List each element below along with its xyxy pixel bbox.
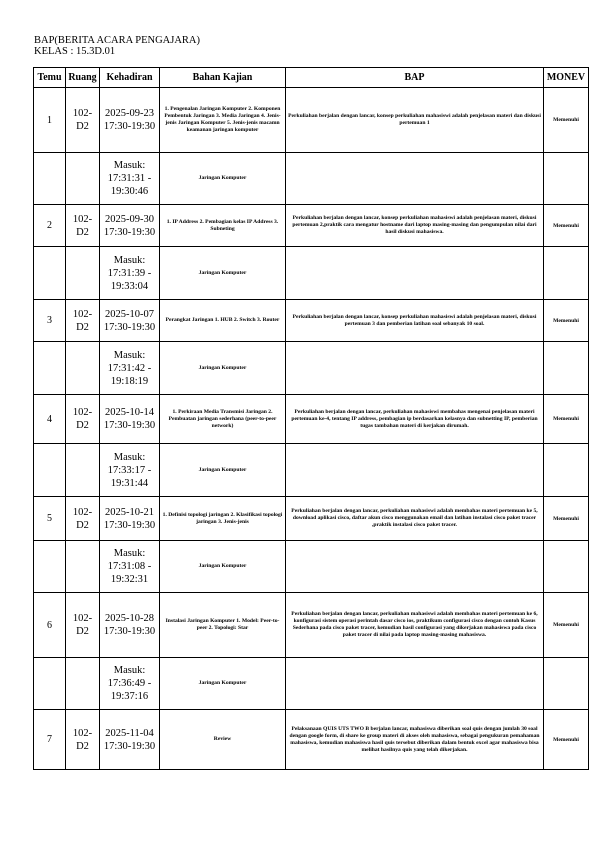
bap-cell: Perkuliahan berjalan dengan lancar, perkuliahan mahasiswi adalah membahas materi pertemuan ke 5, download aplikasi cisco, daftar akun cisco menggunakan email dan latihan instalasi cisco paket tracer ,praktik instalasi cisco paket tracer. [286, 497, 544, 541]
bahan-kajian-cell: 1. Pengenalan Jaringan Komputer 2. Komponen Pembentuk Jaringan 3. Media Jaringan 4. Jenis-jenis Jaringan Komputer 5. Jenis-jenis macamn keamanan jaringan komputer [160, 88, 286, 153]
column-header-bahan-kajian: Bahan Kajian [160, 68, 286, 88]
column-header-temu: Temu [34, 68, 66, 88]
masuk-cell: Masuk: 17:33:17 - 19:31:44 [100, 444, 160, 497]
column-header-kehadiran: Kehadiran [100, 68, 160, 88]
ruang-cell: 102-D2 [66, 710, 100, 770]
bap-cell: Perkuliahan berjalan dengan lancar, konsep perkuliahan mahasiswi adalah penjelasan materi dan diskusi pertemuan 1 [286, 88, 544, 153]
class-label: KELAS : 15.3D.01 [34, 46, 116, 57]
monev-cell: Memenuhi [544, 593, 589, 658]
masuk-bahan-cell: Jaringan Komputer [160, 541, 286, 593]
bap-cell: Perkuliahan berjalan dengan lancar, perkuliahan mahasiswi adalah membahas materi pertemuan ke 6, konfigurasi sistem operasi perintah dasar cisco ios, praktikum configurasi cisco dengan contoh Kasus Sederhana pada cisco paket tracer, kemudian hasil configurasi yang dikerjakan mahasiswa pada cisco paket tracer di nilai pada laptop masing-masing mahasiswa. [286, 593, 544, 658]
table-row [34, 710, 589, 770]
bahan-kajian-cell: Perangkat Jaringan 1. HUB 2. Switch 3. Router [160, 300, 286, 342]
kehadiran-cell [100, 88, 160, 153]
column-header-monev: MONEV [544, 68, 589, 88]
table-row [34, 300, 589, 342]
masuk-cell: Masuk: 17:31:42 - 19:18:19 [100, 342, 160, 395]
table-row [34, 593, 589, 658]
table-row [34, 497, 589, 541]
bahan-kajian-cell: 1. Perkiraan Media Transmisi Jaringan 2. Pembuatan jaringan sederhana (peer-to-peer network) [160, 395, 286, 444]
table-row [34, 88, 589, 153]
temu-cell: 3 [34, 300, 66, 342]
monev-cell: Memenuhi [544, 395, 589, 444]
ruang-cell: 102-D2 [66, 300, 100, 342]
masuk-bahan-cell: Jaringan Komputer [160, 342, 286, 395]
masuk-bahan-cell: Jaringan Komputer [160, 658, 286, 710]
table-row [34, 153, 589, 205]
bahan-kajian-cell: Instalasi Jaringan Komputer 1. Model: Peer-to-peer 2. Topologi: Star [160, 593, 286, 658]
monev-cell: Memenuhi [544, 497, 589, 541]
masuk-cell: Masuk: 17:31:08 - 19:32:31 [100, 541, 160, 593]
monev-cell: Memenuhi [544, 710, 589, 770]
kehadiran-cell: 2025-10-07 17:30-19:30 [100, 300, 160, 342]
document-title: BAP(BERITA ACARA PENGAJARA) [34, 35, 201, 46]
kehadiran-cell: 2025-11-04 17:30-19:30 [100, 710, 160, 770]
masuk-cell: Masuk: 17:36:49 - 19:37:16 [100, 658, 160, 710]
table-row [34, 444, 589, 497]
temu-cell: 4 [34, 395, 66, 444]
bap-cell: Perkuliahan berjalan dengan lancar, konsep perkuliahan mahasiswi adalah penjelasan materi, diskusi pertemuan 2,praktik cara mengatur hostname dari laptop masing-masing dan pengumpulan nilai dari hasil diskusi mahasiswa. [286, 205, 544, 247]
table-row [34, 541, 589, 593]
monev-cell: Memenuhi [544, 205, 589, 247]
temu-cell: 7 [34, 710, 66, 770]
table-row [34, 395, 589, 444]
kehadiran-cell: 2025-10-14 17:30-19:30 [100, 395, 160, 444]
monev-cell: Memenuhi [544, 300, 589, 342]
masuk-cell: Masuk: 17:31:31 - 19:30:46 [100, 153, 160, 205]
table-row [34, 658, 589, 710]
table-row [34, 205, 589, 247]
ruang-cell: 102-D2 [66, 205, 100, 247]
table-row [34, 342, 589, 395]
tanggal: 2025-09-23 [105, 108, 154, 119]
masuk-bahan-cell: Jaringan Komputer [160, 153, 286, 205]
kehadiran-cell: 2025-10-28 17:30-19:30 [100, 593, 160, 658]
ruang-cell: 102-D2 [66, 593, 100, 658]
bap-cell: Pelaksanaan QUIS UTS TWO B berjalan lancar, mahasiswa diberikan soal quis dengan jumlah 30 soal dengan google form, di share ke group materi di akses oleh mahasiswa, sebagai pengukuran pemahaman mahasiswa, kemudian mahasiswa hasil quis tersebut diberikan dalam bentuk excel agar mahasiswa bisa melihat hasilnya quis yang telah dikerjakan. [286, 710, 544, 770]
table-header-row [34, 68, 589, 88]
temu-cell: 5 [34, 497, 66, 541]
kehadiran-cell: 2025-09-30 17:30-19:30 [100, 205, 160, 247]
bap-table [33, 67, 589, 770]
monev-cell: Memenuhi [544, 88, 589, 153]
ruang-cell: 102-D2 [66, 497, 100, 541]
bahan-kajian-cell: 1. IP Address 2. Pembagian kelas IP Address 3. Subneting [160, 205, 286, 247]
kehadiran-cell: 2025-10-21 17:30-19:30 [100, 497, 160, 541]
ruang-cell: 102-D2 [66, 395, 100, 444]
temu-cell: 1 [34, 88, 66, 153]
bahan-kajian-cell: Review [160, 710, 286, 770]
temu-cell: 2 [34, 205, 66, 247]
jam: 17:30-19:30 [103, 121, 156, 132]
masuk-bahan-cell: Jaringan Komputer [160, 247, 286, 300]
ruang-cell: 102-D2 [66, 88, 100, 153]
column-header-bap: BAP [286, 68, 544, 88]
masuk-cell: Masuk: 17:31:39 - 19:33:04 [100, 247, 160, 300]
table-row [34, 247, 589, 300]
temu-cell: 6 [34, 593, 66, 658]
bahan-kajian-cell: 1. Definisi topologi jaringan 2. Klasifikasi topologi jaringan 3. Jenis-jenis [160, 497, 286, 541]
bap-cell: Perkuliahan berjalan dengan lancar, perkuliahan mahasiswi membahas mengenai penjelasan materi pertemuan ke-4, tentang IP address, pembagian ip berdasarkan kelasnya dan subnetting IP, pemberian tugas tambahan materi di kerjakan dirumah. [286, 395, 544, 444]
masuk-bahan-cell: Jaringan Komputer [160, 444, 286, 497]
column-header-ruang: Ruang [66, 68, 100, 88]
bap-cell: Perkuliahan berjalan dengan lancar, konsep perkuliahan mahasiswi adalah penjelasan materi, diskusi pertemuan 3 dan pemberian latihan soal sebanyak 10 soal. [286, 300, 544, 342]
